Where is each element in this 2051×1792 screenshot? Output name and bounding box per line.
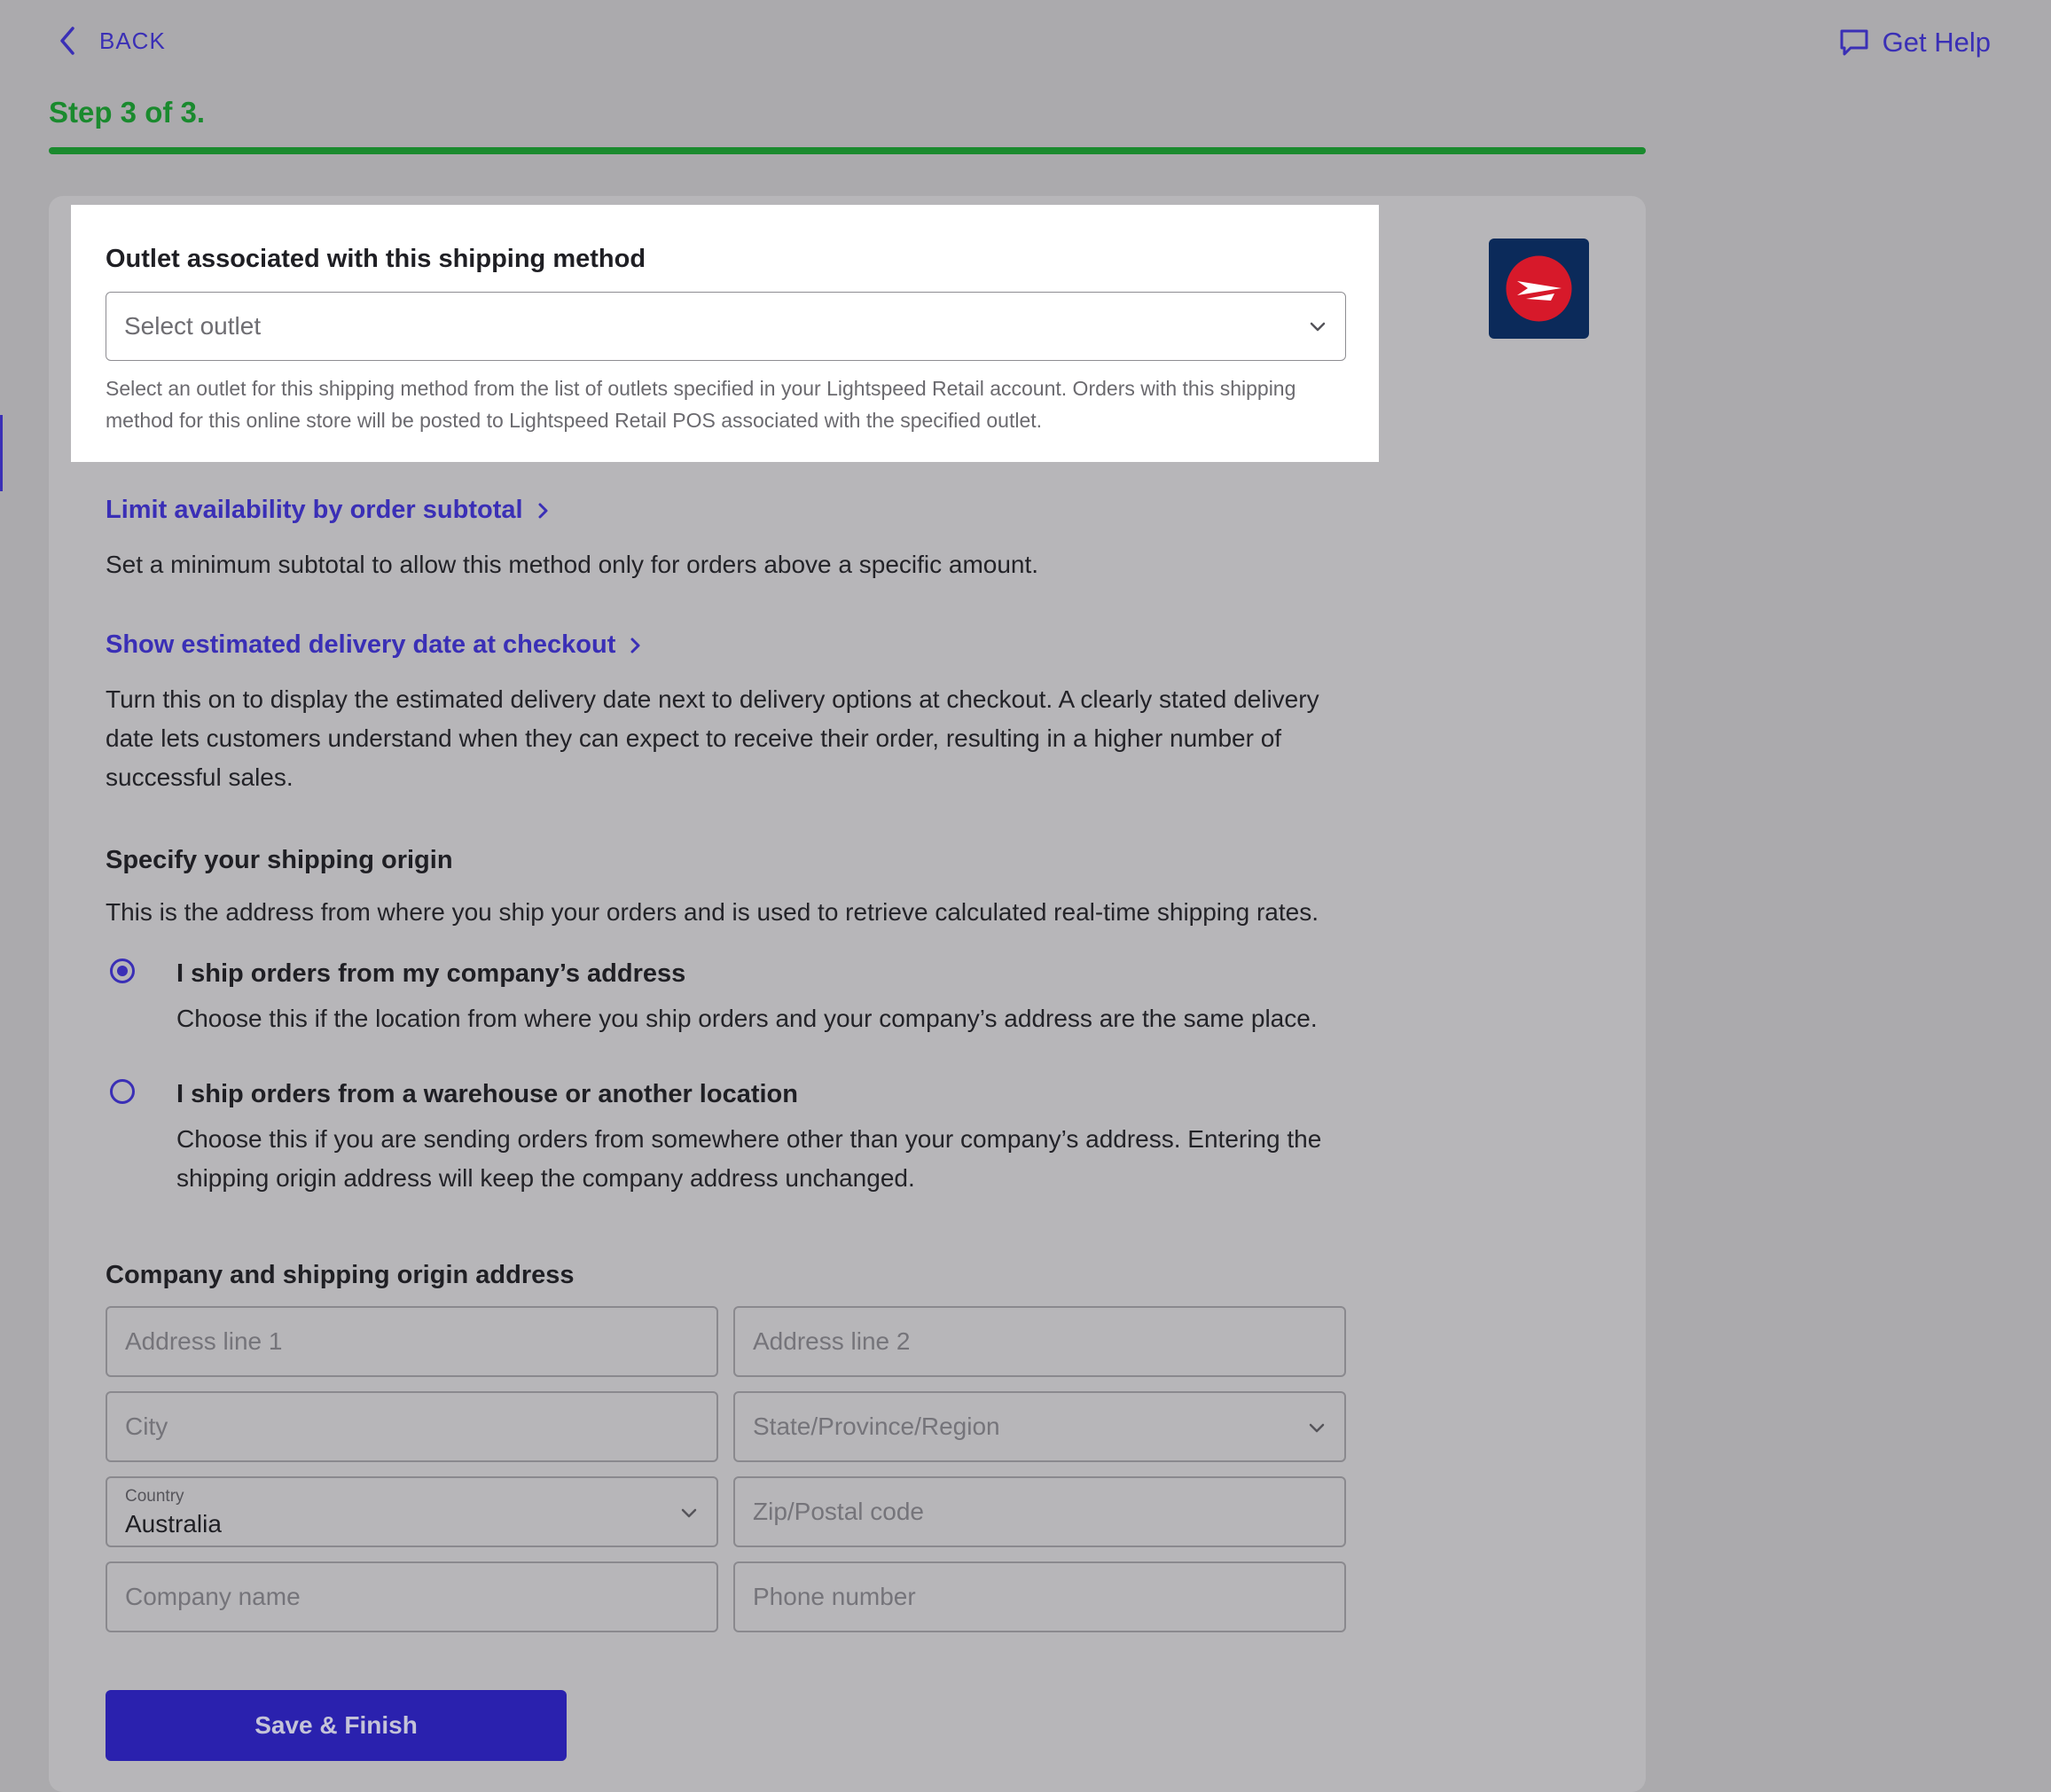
company-address-option-title: I ship orders from my company’s address — [176, 959, 686, 988]
left-edge-marker — [0, 415, 3, 491]
radio-warehouse[interactable] — [110, 1079, 135, 1104]
chevron-right-icon — [537, 501, 550, 520]
address-heading: Company and shipping origin address — [106, 1261, 575, 1289]
limit-subtotal-link[interactable] — [106, 496, 550, 525]
warehouse-option-description: Choose this if you are sending orders from somewhere other than your company’s address. Entering the shipping origin address will keep the company address unchanged. — [176, 1125, 1322, 1192]
shipping-origin-heading: Specify your shipping origin — [106, 846, 453, 874]
save-finish-button[interactable]: Save & Finish — [106, 1690, 567, 1761]
outlet-select[interactable] — [106, 292, 1346, 361]
phone-input[interactable] — [733, 1561, 1346, 1632]
get-help-label: Get Help — [1882, 27, 1991, 58]
warehouse-option-title: I ship orders from a warehouse or another location — [176, 1080, 798, 1108]
country-select[interactable] — [106, 1476, 718, 1547]
company-address-option-description: Choose this if the location from where you ship orders and your company’s address are the same place. — [176, 1005, 1318, 1032]
chevron-down-icon — [1307, 1418, 1327, 1437]
state-select[interactable] — [733, 1391, 1346, 1462]
limit-subtotal-description: Set a minimum subtotal to allow this method only for orders above a specific amount. — [106, 551, 1039, 578]
back-label: BACK — [99, 27, 166, 54]
outlet-select-placeholder: Select outlet — [124, 312, 262, 340]
outlet-hint: Select an outlet for this shipping method from the list of outlets specified in your Lightspeed Retail account. Orders with this shipping method for this online store will be posted to Lightspeed Retail POS associated with the specified outlet. — [106, 377, 1296, 432]
city-input[interactable] — [106, 1391, 718, 1462]
get-help-button[interactable] — [1838, 27, 1991, 59]
address-line-2-input[interactable] — [733, 1306, 1346, 1377]
zip-placeholder: Zip/Postal code — [753, 1498, 924, 1525]
back-button[interactable] — [57, 25, 166, 57]
address-line-2-placeholder: Address line 2 — [753, 1327, 911, 1355]
delivery-date-label: Show estimated delivery date at checkout — [106, 630, 616, 659]
chevron-down-icon — [679, 1503, 699, 1522]
outlet-label: Outlet associated with this shipping method — [106, 245, 646, 273]
chevron-left-icon — [57, 25, 80, 57]
canada-post-logo — [1489, 239, 1589, 339]
delivery-date-description: Turn this on to display the estimated delivery date next to delivery options at checkout. A clearly stated delivery date lets customers understand when they can expect to receive their order, resulting in a higher number of successful sales. — [106, 685, 1319, 791]
city-placeholder: City — [125, 1412, 168, 1440]
company-name-placeholder: Company name — [125, 1583, 301, 1610]
canada-post-icon — [1489, 239, 1589, 339]
address-line-1-placeholder: Address line 1 — [125, 1327, 283, 1355]
company-name-input[interactable] — [106, 1561, 718, 1632]
step-indicator: Step 3 of 3. — [49, 96, 206, 129]
radio-selected-dot — [117, 966, 128, 976]
delivery-date-link[interactable] — [106, 630, 642, 660]
progress-bar-fill — [49, 147, 1646, 154]
country-value: Australia — [125, 1510, 222, 1538]
chevron-right-icon — [630, 636, 642, 655]
progress-bar — [49, 147, 1646, 154]
radio-company-address[interactable] — [110, 959, 135, 983]
limit-subtotal-label: Limit availability by order subtotal — [106, 496, 523, 524]
phone-placeholder: Phone number — [753, 1583, 916, 1610]
shipping-origin-description: This is the address from where you ship your orders and is used to retrieve calculated real-time shipping rates. — [106, 898, 1319, 926]
chevron-down-icon — [1308, 317, 1327, 336]
address-line-1-input[interactable] — [106, 1306, 718, 1377]
zip-input[interactable] — [733, 1476, 1346, 1547]
chat-bubble-icon — [1838, 27, 1870, 59]
state-placeholder: State/Province/Region — [753, 1412, 1000, 1440]
country-label: Country — [125, 1487, 184, 1506]
